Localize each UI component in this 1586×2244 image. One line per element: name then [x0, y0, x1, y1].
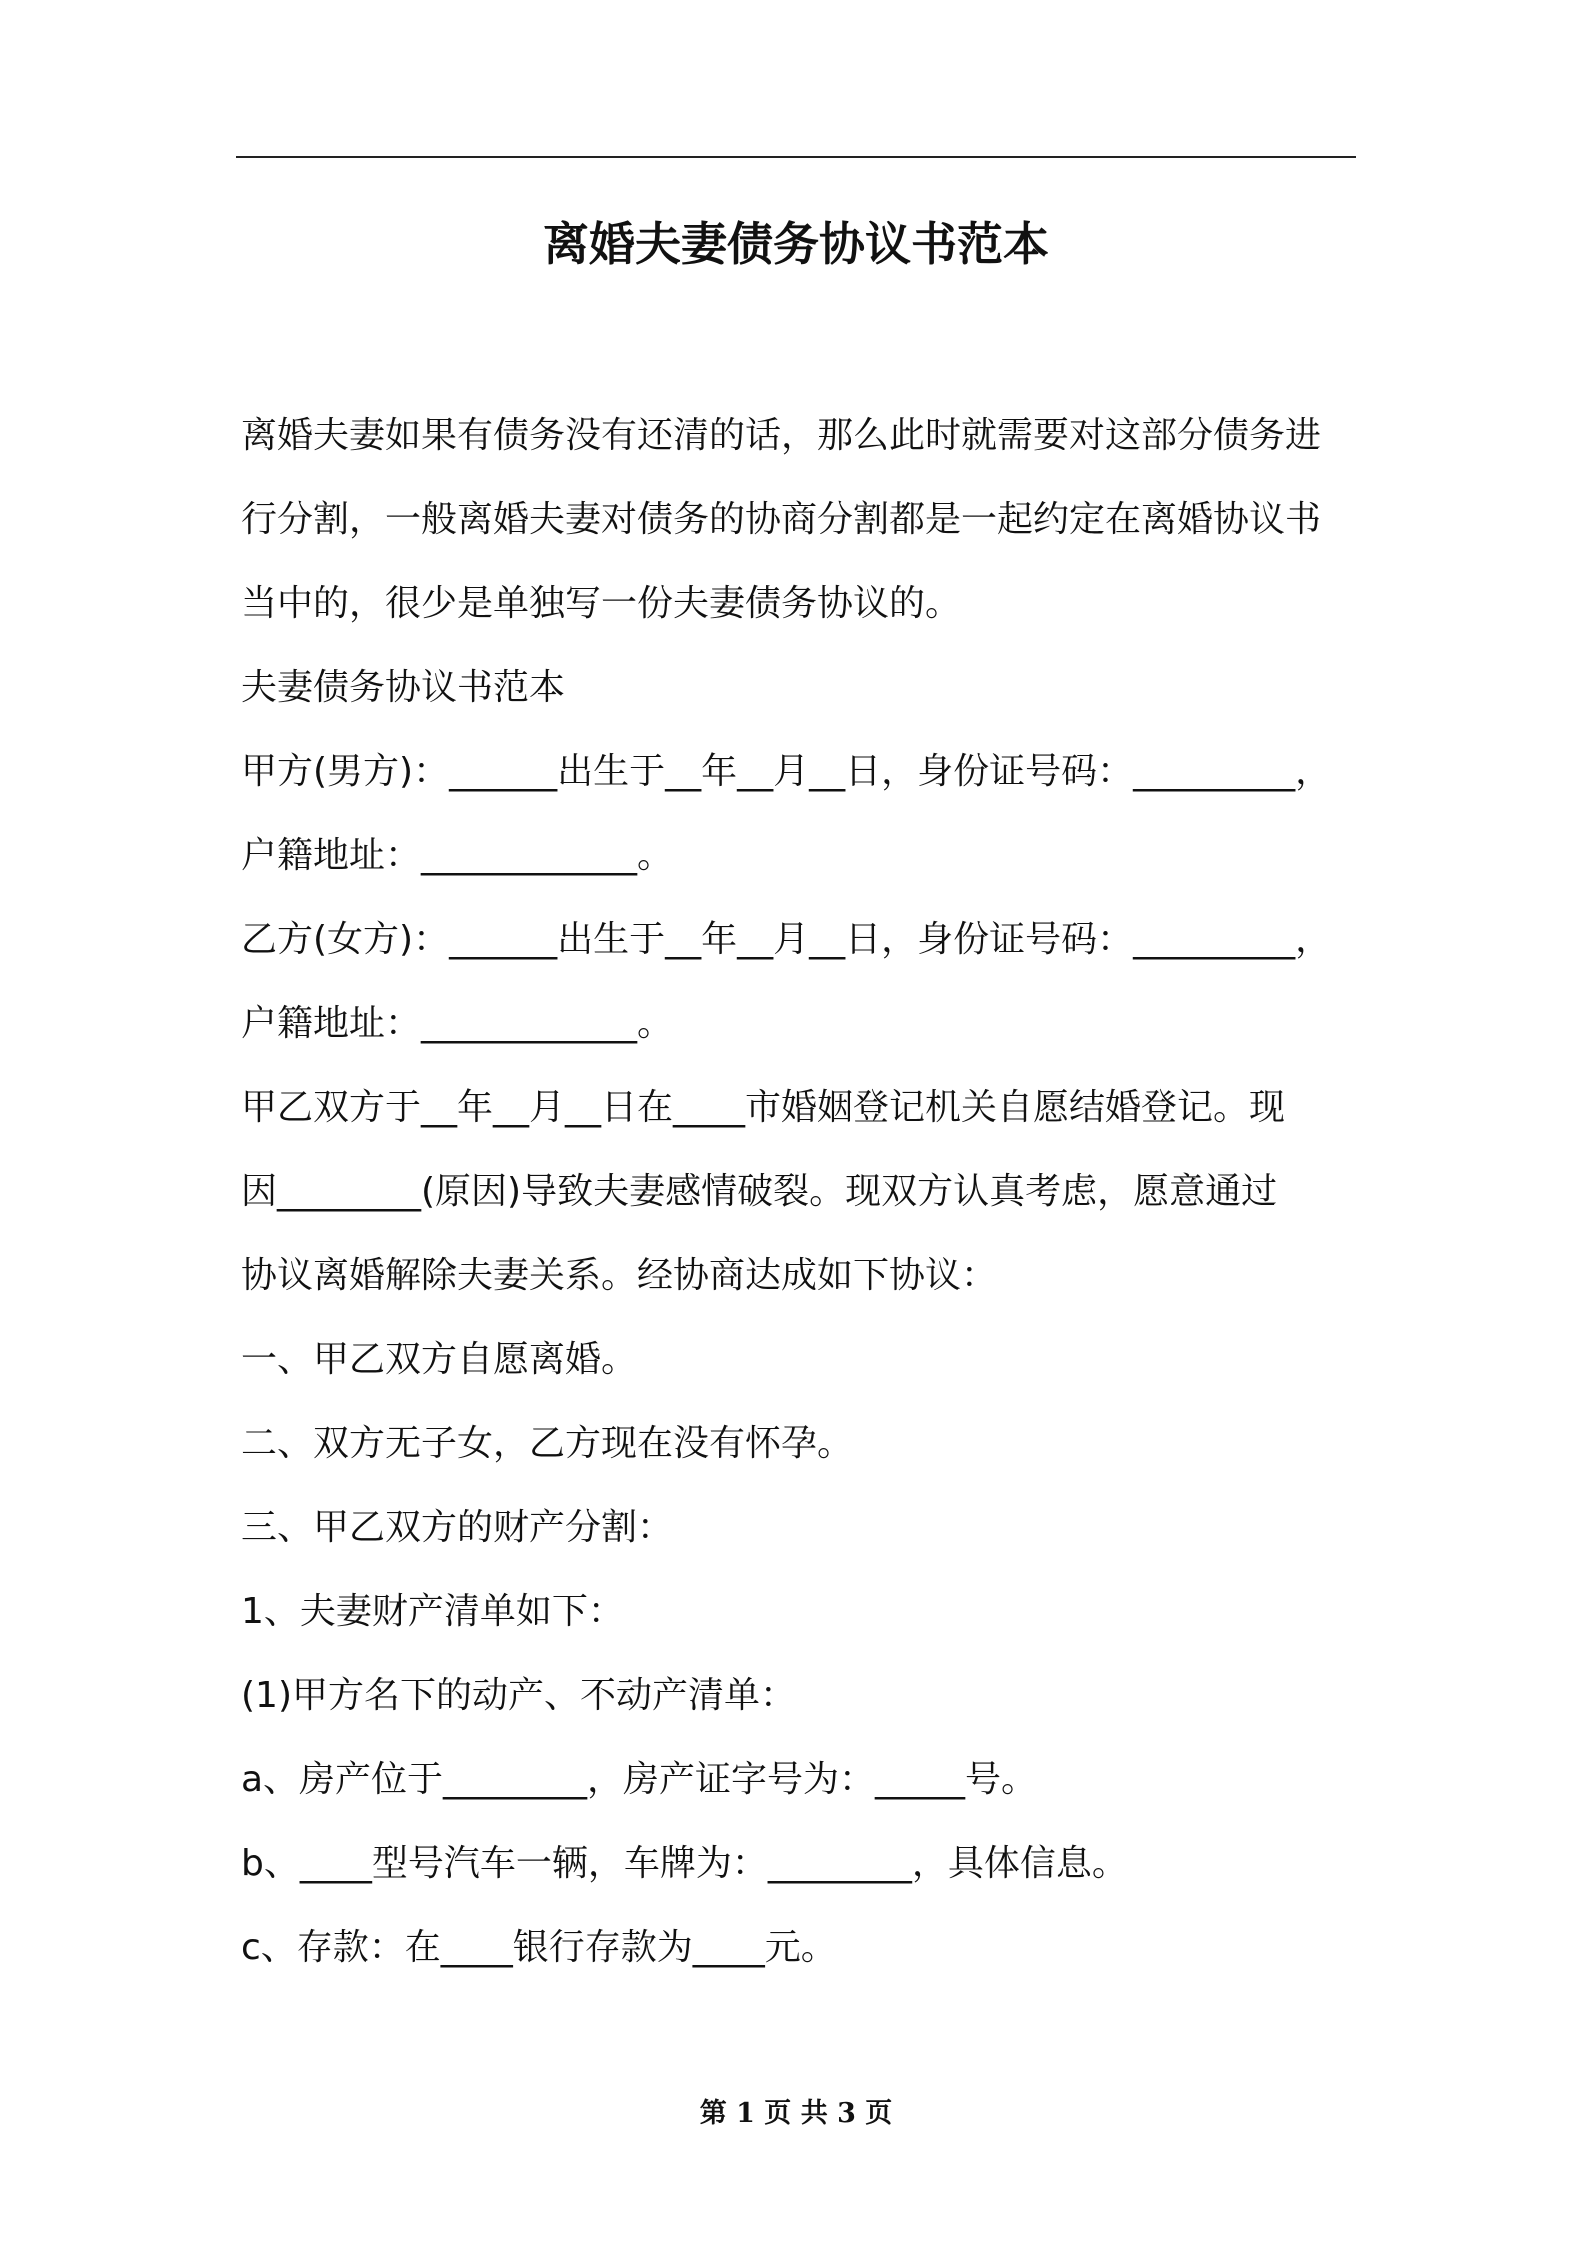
text-line: 当中的，很少是单独写一份夫妻债务协议的。	[241, 583, 962, 624]
page-number: 第 1 页 共 3 页	[699, 2098, 893, 2129]
text-line: 甲方(男方)：______出生于__年__月__日，身份证号码：_________，	[241, 751, 1332, 792]
text-line: 因________(原因)导致夫妻感情破裂。现双方认真考虑，愿意通过	[241, 1171, 1278, 1212]
text-line: 行分割，一般离婚夫妻对债务的协商分割都是一起约定在离婚协议书	[241, 499, 1322, 540]
text-line: 甲乙双方于__年__月__日在____市婚姻登记机关自愿结婚登记。现	[241, 1087, 1286, 1128]
text-line: 户籍地址：____________。	[241, 1003, 674, 1044]
section-heading: 夫妻债务协议书范本	[241, 667, 566, 708]
list-item: 一、甲乙双方自愿离婚。	[241, 1339, 638, 1380]
list-item: a、房产位于________，房产证字号为：_____号。	[241, 1759, 1038, 1800]
header-rule	[236, 156, 1356, 158]
text-line: 协议离婚解除夫妻关系。经协商达成如下协议：	[241, 1255, 998, 1296]
text-line: 户籍地址：____________。	[241, 835, 674, 876]
list-item: 二、双方无子女，乙方现在没有怀孕。	[241, 1423, 854, 1464]
list-item: (1)甲方名下的动产、不动产清单：	[241, 1675, 796, 1716]
text-line: 离婚夫妻如果有债务没有还清的话，那么此时就需要对这部分债务进	[241, 415, 1322, 456]
list-item: 1、夫妻财产清单如下：	[241, 1591, 624, 1632]
list-item: c、存款：在____银行存款为____元。	[241, 1927, 837, 1968]
list-item: 三、甲乙双方的财产分割：	[241, 1507, 674, 1548]
document-title: 离婚夫妻债务协议书范本	[543, 217, 1049, 271]
list-item: b、____型号汽车一辆，车牌为：________，具体信息。	[241, 1843, 1128, 1884]
text-line: 乙方(女方)：______出生于__年__月__日，身份证号码：_________，	[241, 919, 1332, 960]
